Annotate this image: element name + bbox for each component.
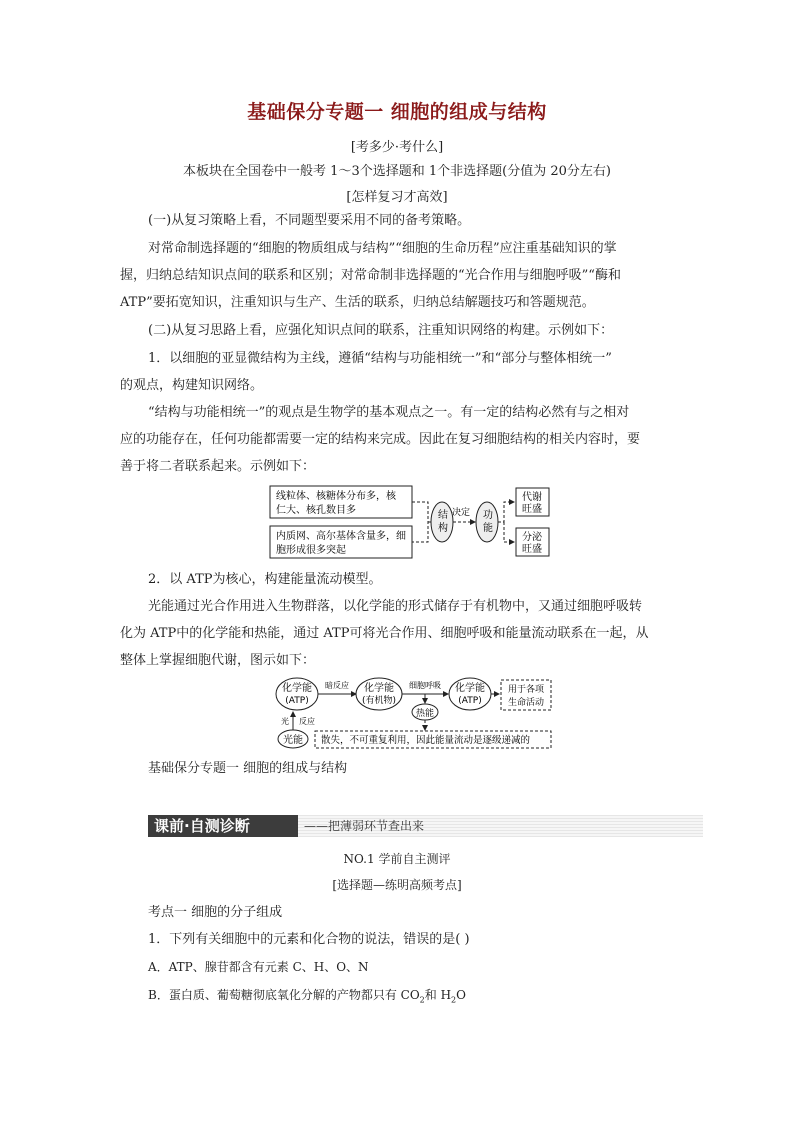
section-label: 基础保分专题一 细胞的组成与结构 (148, 761, 348, 776)
paragraph-line: 1．以细胞的亚显微结构为主线，遵循“结构与功能相统一”和“部分与整体相统一” (148, 351, 612, 366)
secretion-line: 分泌 (522, 532, 542, 543)
dissipation-label: 散失，不可重复利用，因此能量流动是逐级递减的 (321, 735, 531, 746)
paragraph-line: 握，归纳总结知识点间的联系和区别；对常命制非选择题的“光合作用与细胞呼吸”“酶和 (120, 268, 621, 283)
heading-how-review: [怎样复习才高效] (346, 190, 448, 205)
paragraph-line: 对常命制选择题的“细胞的物质组成与结构”“细胞的生命历程”应注重基础知识的掌 (148, 241, 617, 256)
option-b-text: 和 H (424, 988, 452, 1002)
no1-heading: NO.1 学前自主测评 (343, 852, 451, 866)
paragraph-line: 整体上掌握细胞代谢，图示如下： (120, 653, 316, 668)
light-reaction-label-2: 反应 (299, 717, 315, 726)
paragraph-line: ATP”要拓宽知识，注重知识与生产、生活的联系，归纳总结解题技巧和答题规范。 (120, 295, 595, 310)
metabolism-line: 旺盛 (522, 504, 542, 515)
option-b-sub: 2 (419, 995, 425, 1005)
paragraph-line: 的观点，构建知识网络。 (120, 378, 264, 393)
membrane-box-line: 胞形成很多突起 (276, 545, 346, 556)
section-banner (148, 815, 703, 837)
banner-title: 课前·自测诊断 (148, 815, 298, 837)
structure-label-2: 构 (438, 523, 448, 534)
respiration-label: 细胞呼吸 (409, 681, 441, 690)
paragraph-line: (一)从复习策略上看，不同题型要采用不同的备考策略。 (148, 213, 471, 228)
intro-text: 本板块在全国卷中一般考 1～3个选择题和 1个非选择题(分值为 20分左右) (183, 164, 611, 179)
function-label-1: 功 (483, 510, 493, 521)
heat-label: 热能 (415, 709, 435, 719)
option-b (148, 986, 466, 1009)
function-oval (476, 502, 498, 542)
page-title: 基础保分专题一 细胞的组成与结构 (247, 101, 547, 123)
life-activity-line: 用于各项 (507, 685, 545, 695)
paragraph-line: 光能通过光合作用进入生物群落，以化学能的形式储存于有机物中，又通过细胞呼吸转 (148, 599, 643, 614)
choice-heading: [选择题—练明高频考点] (332, 878, 462, 892)
paragraph-line: “结构与功能相统一”的观点是生物学的基本观点之一。有一定的结构必然有与之相对 (148, 405, 630, 420)
node-line: 化学能 (455, 683, 485, 694)
decides-label: 决定 (452, 508, 471, 518)
node-line: (有机物) (361, 696, 397, 706)
light-energy-label: 光能 (283, 735, 303, 746)
option-a: A．ATP、腺苷都含有元素 C、H、O、N (148, 960, 369, 974)
metabolism-line: 代谢 (522, 492, 542, 503)
option-b-sub: 2 (451, 995, 457, 1005)
energy-flow-diagram (275, 674, 555, 750)
paragraph-line: 善于将二者联系起来。示例如下： (120, 459, 316, 474)
structure-function-diagram (268, 484, 553, 560)
node-line: (ATP) (285, 696, 309, 706)
node-line: 化学能 (364, 683, 394, 694)
node-line: 化学能 (282, 683, 312, 694)
paragraph-line: 应的功能存在，任何功能都需要一定的结构来完成。因此在复习细胞结构的相关内容时，要 (120, 432, 641, 447)
kaodian-heading: 考点一 细胞的分子组成 (148, 905, 283, 920)
paragraph-line: (二)从复习思路上看，应强化知识点间的联系，注重知识网络的构建。示例如下： (148, 323, 614, 338)
membrane-box-line: 内质网、高尔基体含量多，细 (276, 531, 406, 542)
light-reaction-label-1: 光 (281, 717, 289, 726)
paragraph-line: 化为 ATP中的化学能和热能，通过 ATP可将光合作用、细胞呼吸和能量流动联系在一起，从 (120, 626, 649, 641)
structure-label-1: 结 (438, 510, 448, 521)
heading-how-much: [考多少·考什么] (350, 140, 444, 155)
node-line: (ATP) (458, 696, 482, 706)
paragraph-line: 2．以 ATP为核心，构建能量流动模型。 (148, 572, 382, 587)
dark-reaction-label: 暗反应 (325, 681, 349, 690)
banner-subtitle: ——把薄弱环节查出来 (298, 815, 703, 837)
option-b-text: B．蛋白质、葡萄糖彻底氧化分解的产物都只有 CO (148, 988, 420, 1002)
organelle-box-line: 线粒体、核糖体分布多，核 (276, 491, 396, 502)
structure-oval (431, 502, 453, 542)
life-activity-line: 生命活动 (507, 698, 545, 708)
organelle-box-line: 仁大、核孔数目多 (276, 505, 356, 516)
option-b-text: O (456, 988, 466, 1002)
secretion-line: 旺盛 (522, 544, 542, 555)
question-1: 1．下列有关细胞中的元素和化合物的说法，错误的是( ) (148, 932, 470, 947)
function-label-2: 能 (483, 523, 493, 534)
